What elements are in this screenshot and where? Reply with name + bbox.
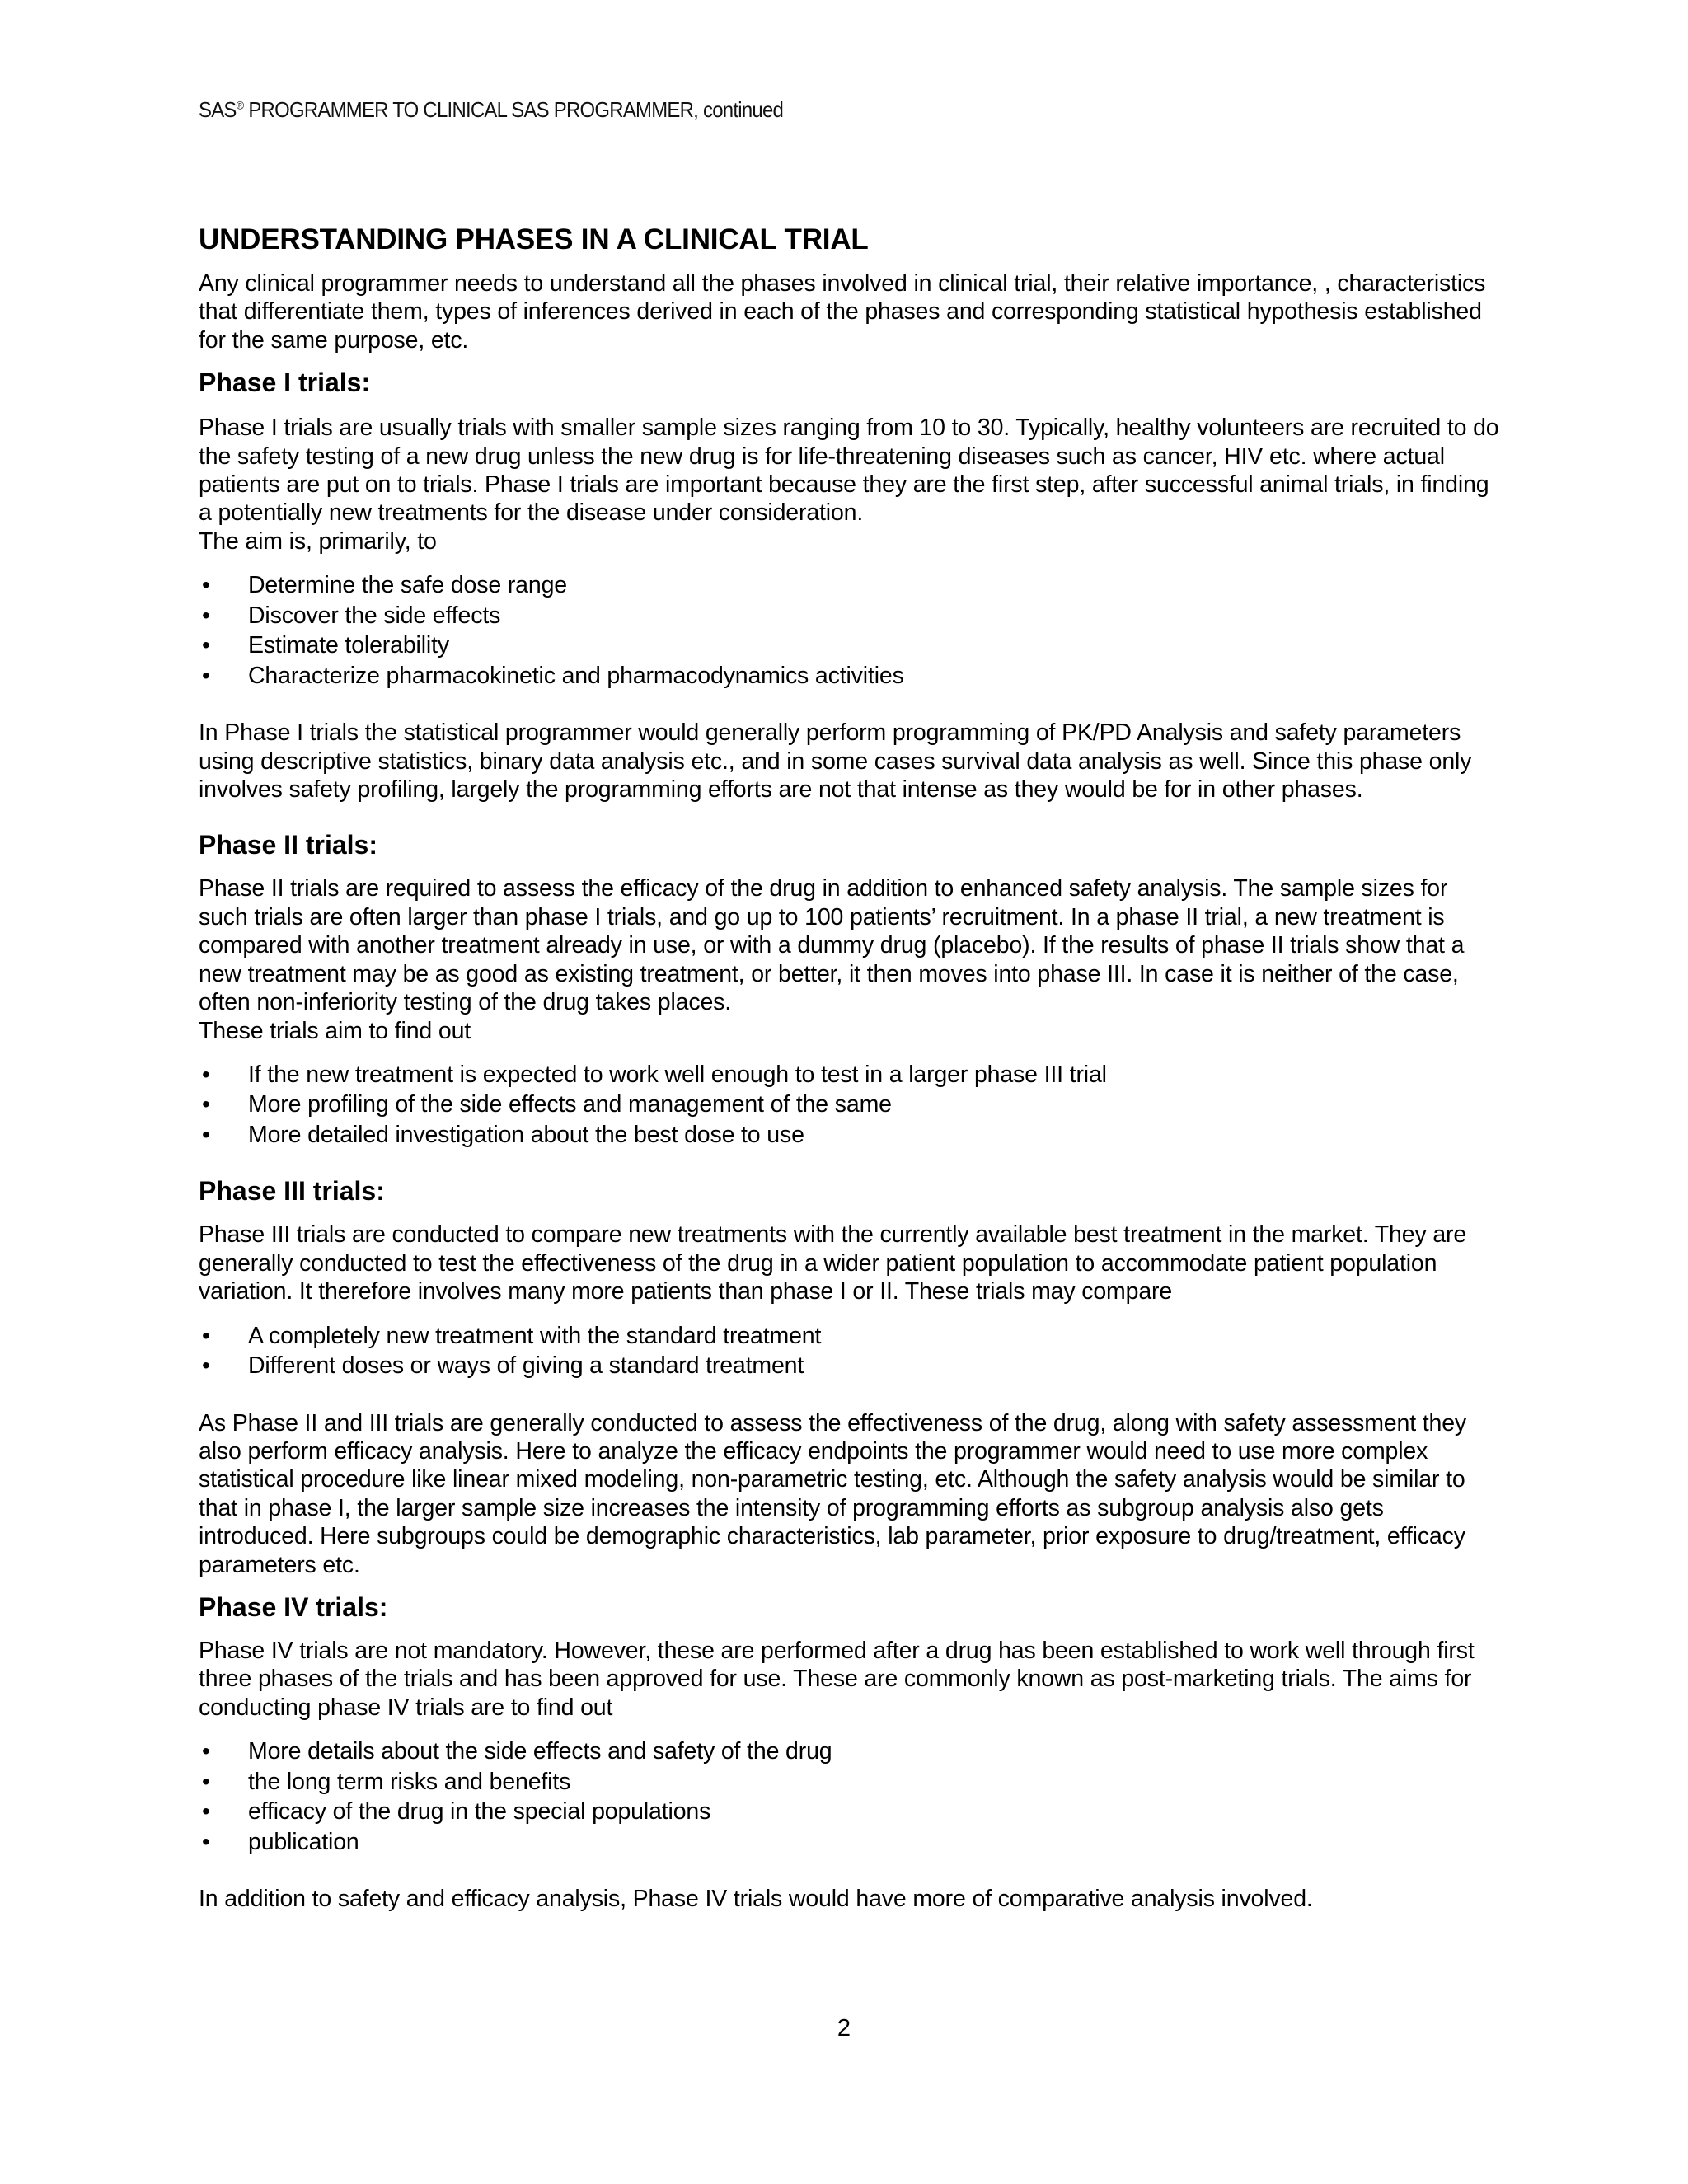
phase1-lead: The aim is, primarily, to [199,527,437,555]
bullet-icon: • [202,572,210,598]
bullet-icon: • [202,1121,210,1147]
phase4-paragraph: Phase IV trials are not mandatory. However, these are performed after a drug has been established to work well through first three phases of the trials and has been approved for use. These are commonly known as post-marketing trials. The aims for conducting phase IV trials are to find out [199,1638,1475,1721]
bullet-icon: • [202,1768,210,1794]
phase1-bullet-list [199,570,1501,691]
bullet-icon: • [202,1091,210,1118]
running-head-suffix: PROGRAMMER TO CLINICAL SAS PROGRAMMER, continued [243,97,784,122]
bullet-icon: • [202,1798,210,1825]
phase1-heading: Phase I trials: [199,368,371,398]
list-item: • Determine the safe dose range [199,570,1501,601]
list-item: • efficacy of the drug in the special populations [199,1797,1501,1827]
bullet-icon: • [202,1828,210,1854]
section-title: UNDERSTANDING PHASES IN A CLINICAL TRIAL [199,223,869,255]
list-item: • If the new treatment is expected to work well enough to test in a larger phase III trial [199,1060,1501,1090]
phase2-lead: These trials aim to find out [199,1017,471,1044]
list-item: • Estimate tolerability [199,630,1501,661]
phase4-bullet-list [199,1736,1501,1857]
phase2-bullet-list [199,1060,1501,1151]
list-item: • More detailed investigation about the best dose to use [199,1120,1501,1151]
list-item: • the long term risks and benefits [199,1767,1501,1797]
bullet-icon: • [202,1061,210,1087]
phase1-paragraph: Phase I trials are usually trials with smaller sample sizes ranging from 10 to 30. Typically, healthy volunteers are recruited to do the safety testing of a new drug unless the new drug is for life-threatening diseases such as cancer, HIV etc. where actual patients are put on to trials. Phase I trials are important because they are the first step, after successful animal trials, in finding a potentially new treatments for the disease under consideration. [199,415,1499,527]
registered-mark: ® [236,98,244,112]
list-item: • publication [199,1827,1501,1858]
list-item: • Discover the side effects [199,601,1501,631]
list-item: • More details about the side effects and safety of the drug [199,1736,1501,1767]
bullet-icon: • [202,1738,210,1765]
phase3-paragraph: Phase III trials are conducted to compare new treatments with the currently available best treatment in the market. They are generally conducted to test the effectiveness of the drug in a wider patient population to accommodate patient population variation. It therefore involves many more patients than phase I or II. These trials may compare [199,1221,1467,1305]
section-intro: Any clinical programmer needs to understand all the phases involved in clinical trial, their relative importance, , characteristics that differentiate them, types of inferences derived in each of the phases and corresponding statistical hypothesis established for the same purpose, etc. [199,270,1486,354]
phase3-programming-paragraph: As Phase II and III trials are generally conducted to assess the effectiveness of the drug, along with safety assessment they also perform efficacy analysis. Here to analyze the efficacy endpoints the programmer would need to use more complex statistical procedure like linear mixed modeling, non-parametric testing, etc. Although the safety analysis would be similar to that in phase I, the larger sample size increases the intensity of programming efforts as subgroup analysis also gets introduced. Here subgroups could be demographic characteristics, lab parameter, prior exposure to drug/treatment, efficacy parameters etc. [199,1409,1467,1578]
phase4-closing-paragraph: In addition to safety and efficacy analysis, Phase IV trials would have more of comparative analysis involved. [199,1886,1313,1913]
phase3-bullet-list [199,1321,1501,1381]
list-item: • Different doses or ways of giving a standard treatment [199,1351,1501,1381]
phase2-paragraph: Phase II trials are required to assess the efficacy of the drug in addition to enhanced safety analysis. The sample sizes for such trials are often larger than phase I trials, and go up to 100 patients’ recruitment. In a phase II trial, a new treatment is compared with another treatment already in use, or with a dummy drug (placebo). If the results of phase II trials show that a new treatment may be as good as existing treatment, or better, it then moves into phase III. In case it is neither of the case, often non-inferiority testing of the drug takes places. [199,875,1465,1016]
bullet-icon: • [202,662,210,688]
bullet-icon: • [202,1352,210,1379]
phase4-heading: Phase IV trials: [199,1592,388,1623]
running-header [199,97,1397,123]
running-head-prefix: SAS [199,97,237,122]
list-item: • A completely new treatment with the standard treatment [199,1321,1501,1352]
list-item: • More profiling of the side effects and management of the same [199,1090,1501,1120]
bullet-icon: • [202,632,210,658]
bullet-icon: • [202,602,210,628]
phase1-programming-paragraph: In Phase I trials the statistical programmer would generally perform programming of PK/PD Analysis and safety parameters using descriptive statistics, binary data analysis etc., and in some cases survival data analysis as well. Since this phase only involves safety profiling, largely the programming efforts are not that intense as they would be for in other phases. [199,719,1472,804]
document-page [199,97,1501,1914]
phase3-heading: Phase III trials: [199,1176,385,1207]
page-number: 2 [837,2015,851,2041]
list-item: • Characterize pharmacokinetic and pharmacodynamics activities [199,661,1501,691]
phase2-heading: Phase II trials: [199,830,377,860]
bullet-icon: • [202,1322,210,1348]
